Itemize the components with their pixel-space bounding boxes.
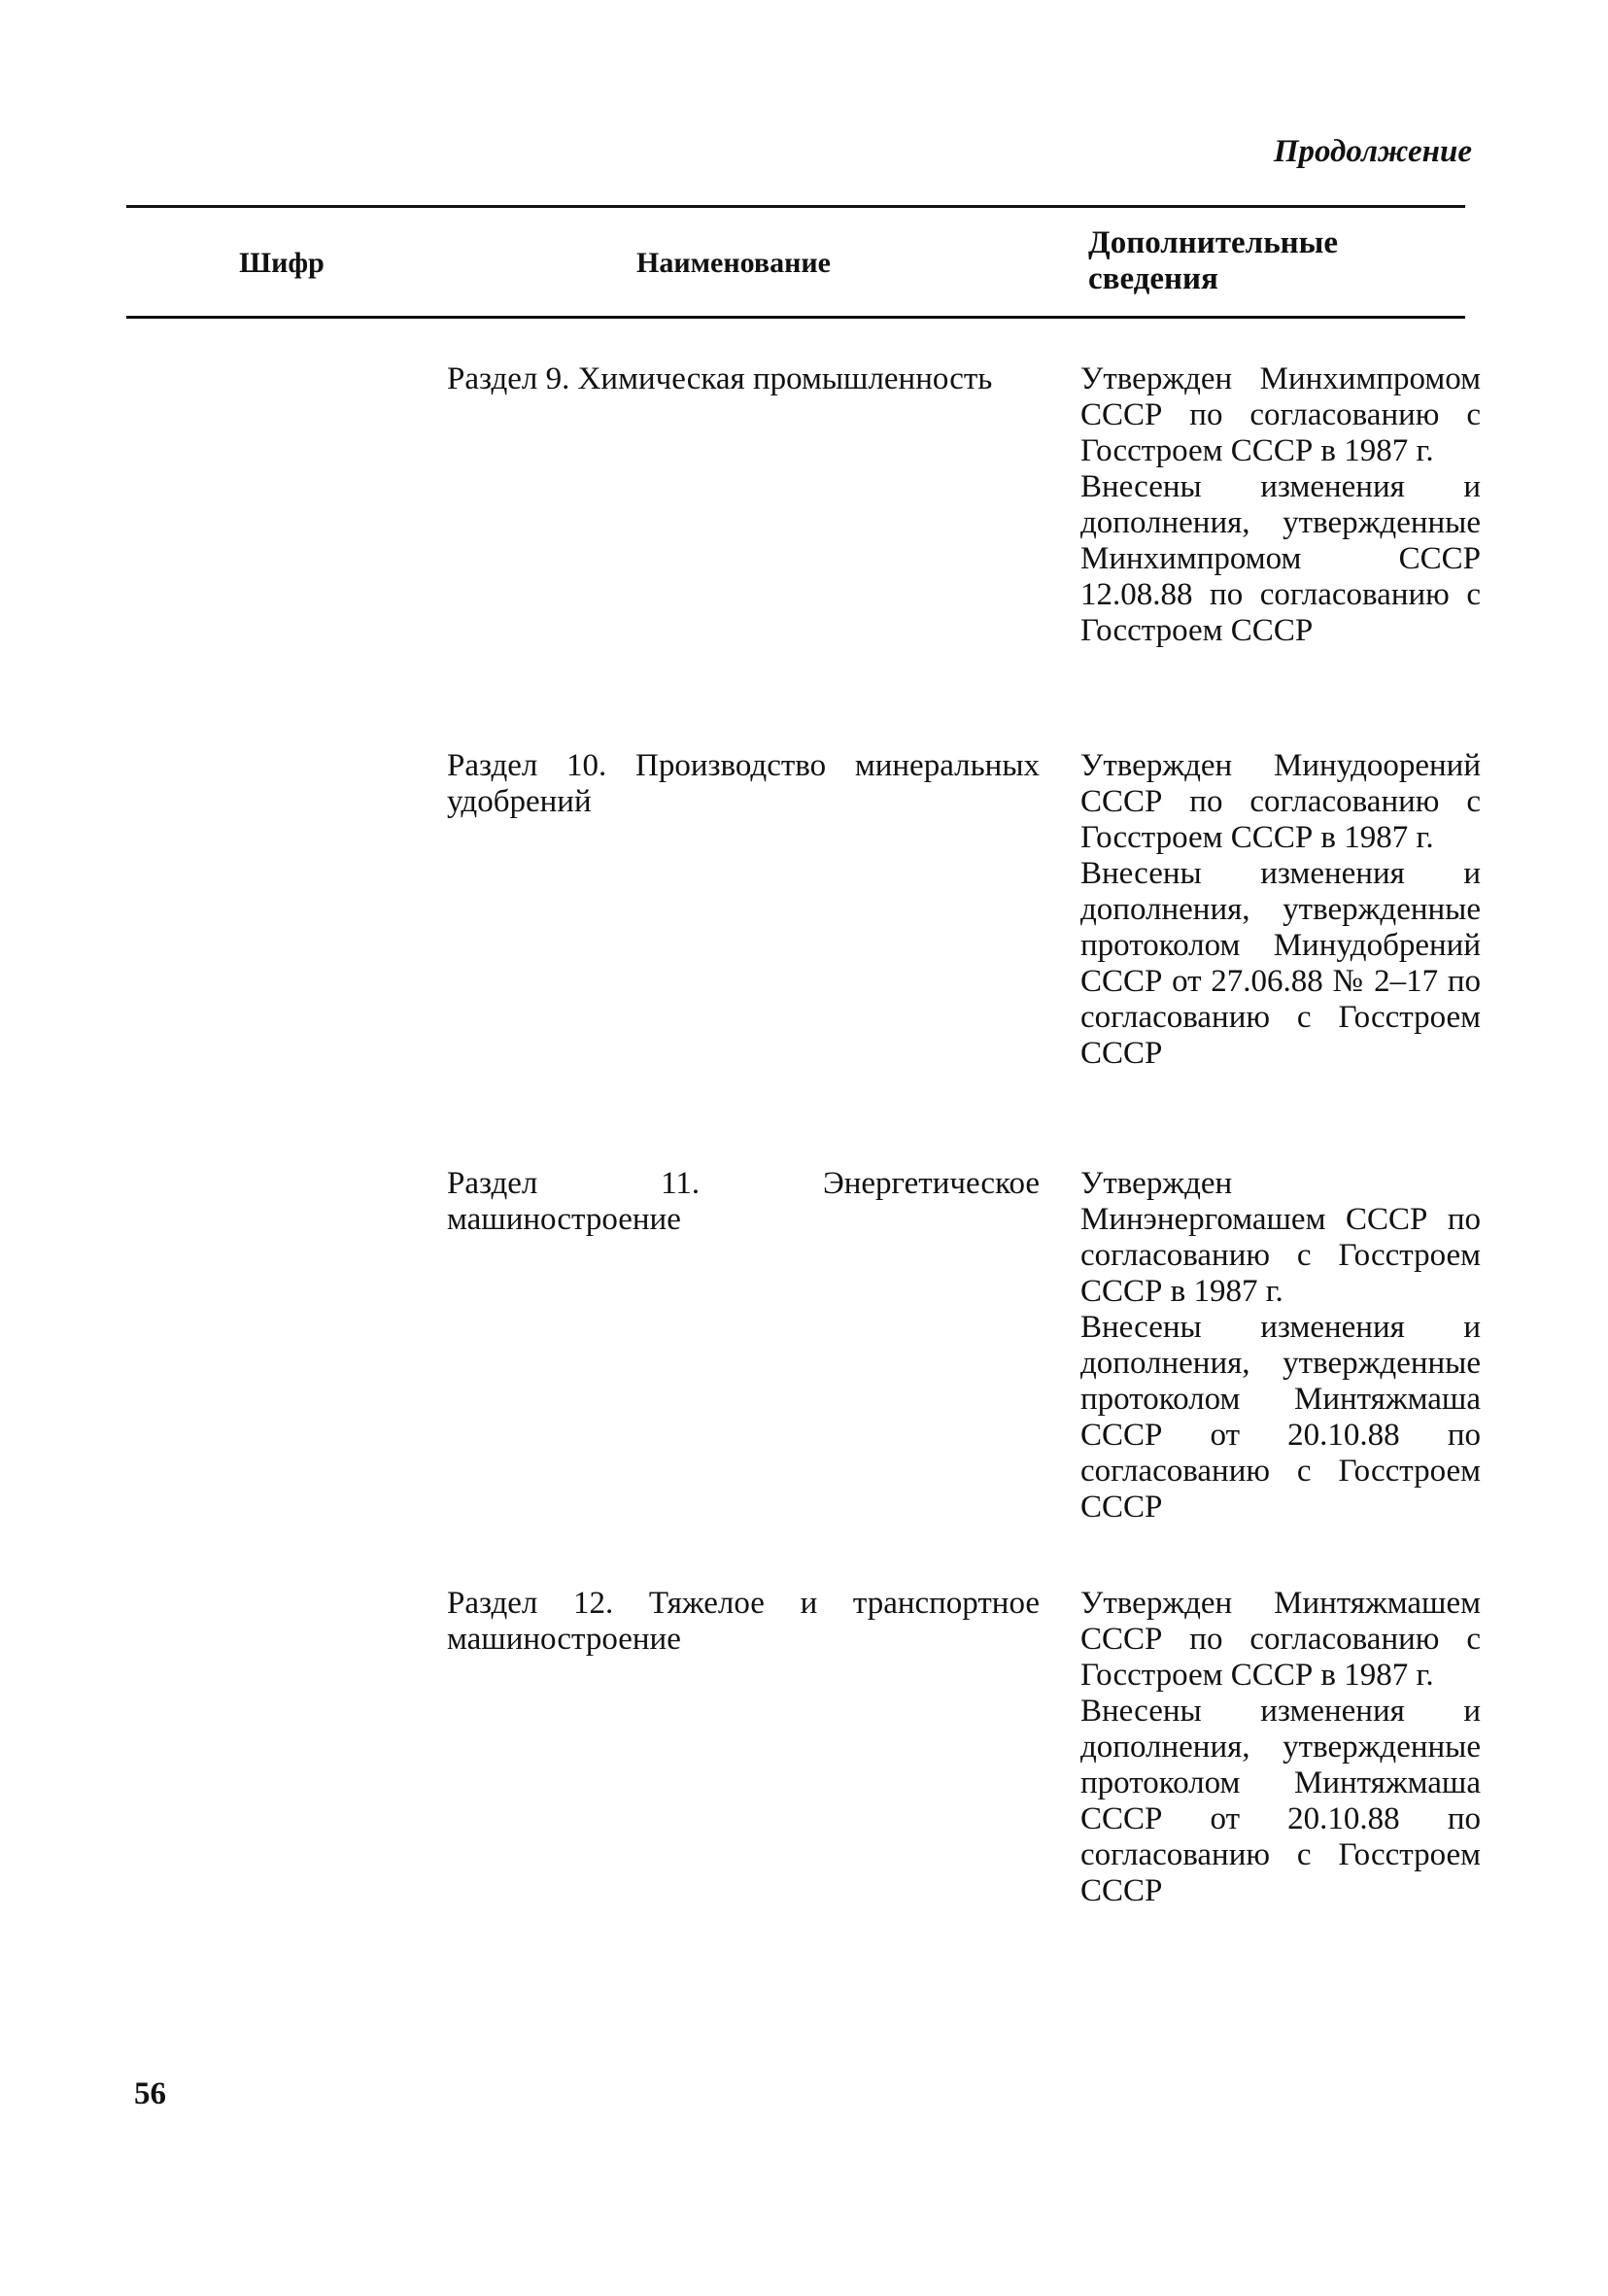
section-10-name: Раздел 10. Производство минеральных удобрений [447,748,1040,819]
section-12-name: Раздел 12. Тяжелое и транспортное машиностроение [447,1586,1040,1657]
section-10-info: Утвержден Минудоорений СССР по согласованию с Госстроем СССР в 1987 г. Внесены изменения и дополнения, утвержденные протоколом Минудобрений СССР от 27.06.88 № 2–17 по согласованию с Госстроем СССР [1080,748,1481,1071]
section-9-name: Раздел 9. Химическая промышленность [447,361,993,396]
header-name: Наименование [636,247,831,279]
section-9-info: Утвержден Минхимпромом СССР по согласованию с Госстроем СССР в 1987 г. Внесены изменения и дополнения, утвержденные Минхимпромом СССР 12.08.88 по согласованию с Госстроем СССР [1080,361,1481,648]
table-top-rule [126,205,1465,208]
continuation-label: Продолжение [1273,134,1472,169]
section-11-info: Утвержден Минэнергомашем СССР по согласованию с Госстроем СССР в 1987 г. Внесены изменения и дополнения, утвержденные протоколом Минтяжмаша СССР от 20.10.88 по согласованию с Госстроем СССР [1080,1166,1481,1525]
header-info: Дополнительные сведения [1088,225,1339,296]
section-12-info: Утвержден Минтяжмашем СССР по согласованию с Госстроем СССР в 1987 г. Внесены изменения и дополнения, утвержденные протоколом Минтяжмаша СССР от 20.10.88 по согласованию с Госстроем СССР [1080,1586,1481,1908]
section-11-name: Раздел 11. Энергетическое машиностроение [447,1166,1040,1237]
header-code: Шифр [239,247,325,279]
table-header-rule [126,316,1465,319]
page-number: 56 [134,2076,166,2111]
